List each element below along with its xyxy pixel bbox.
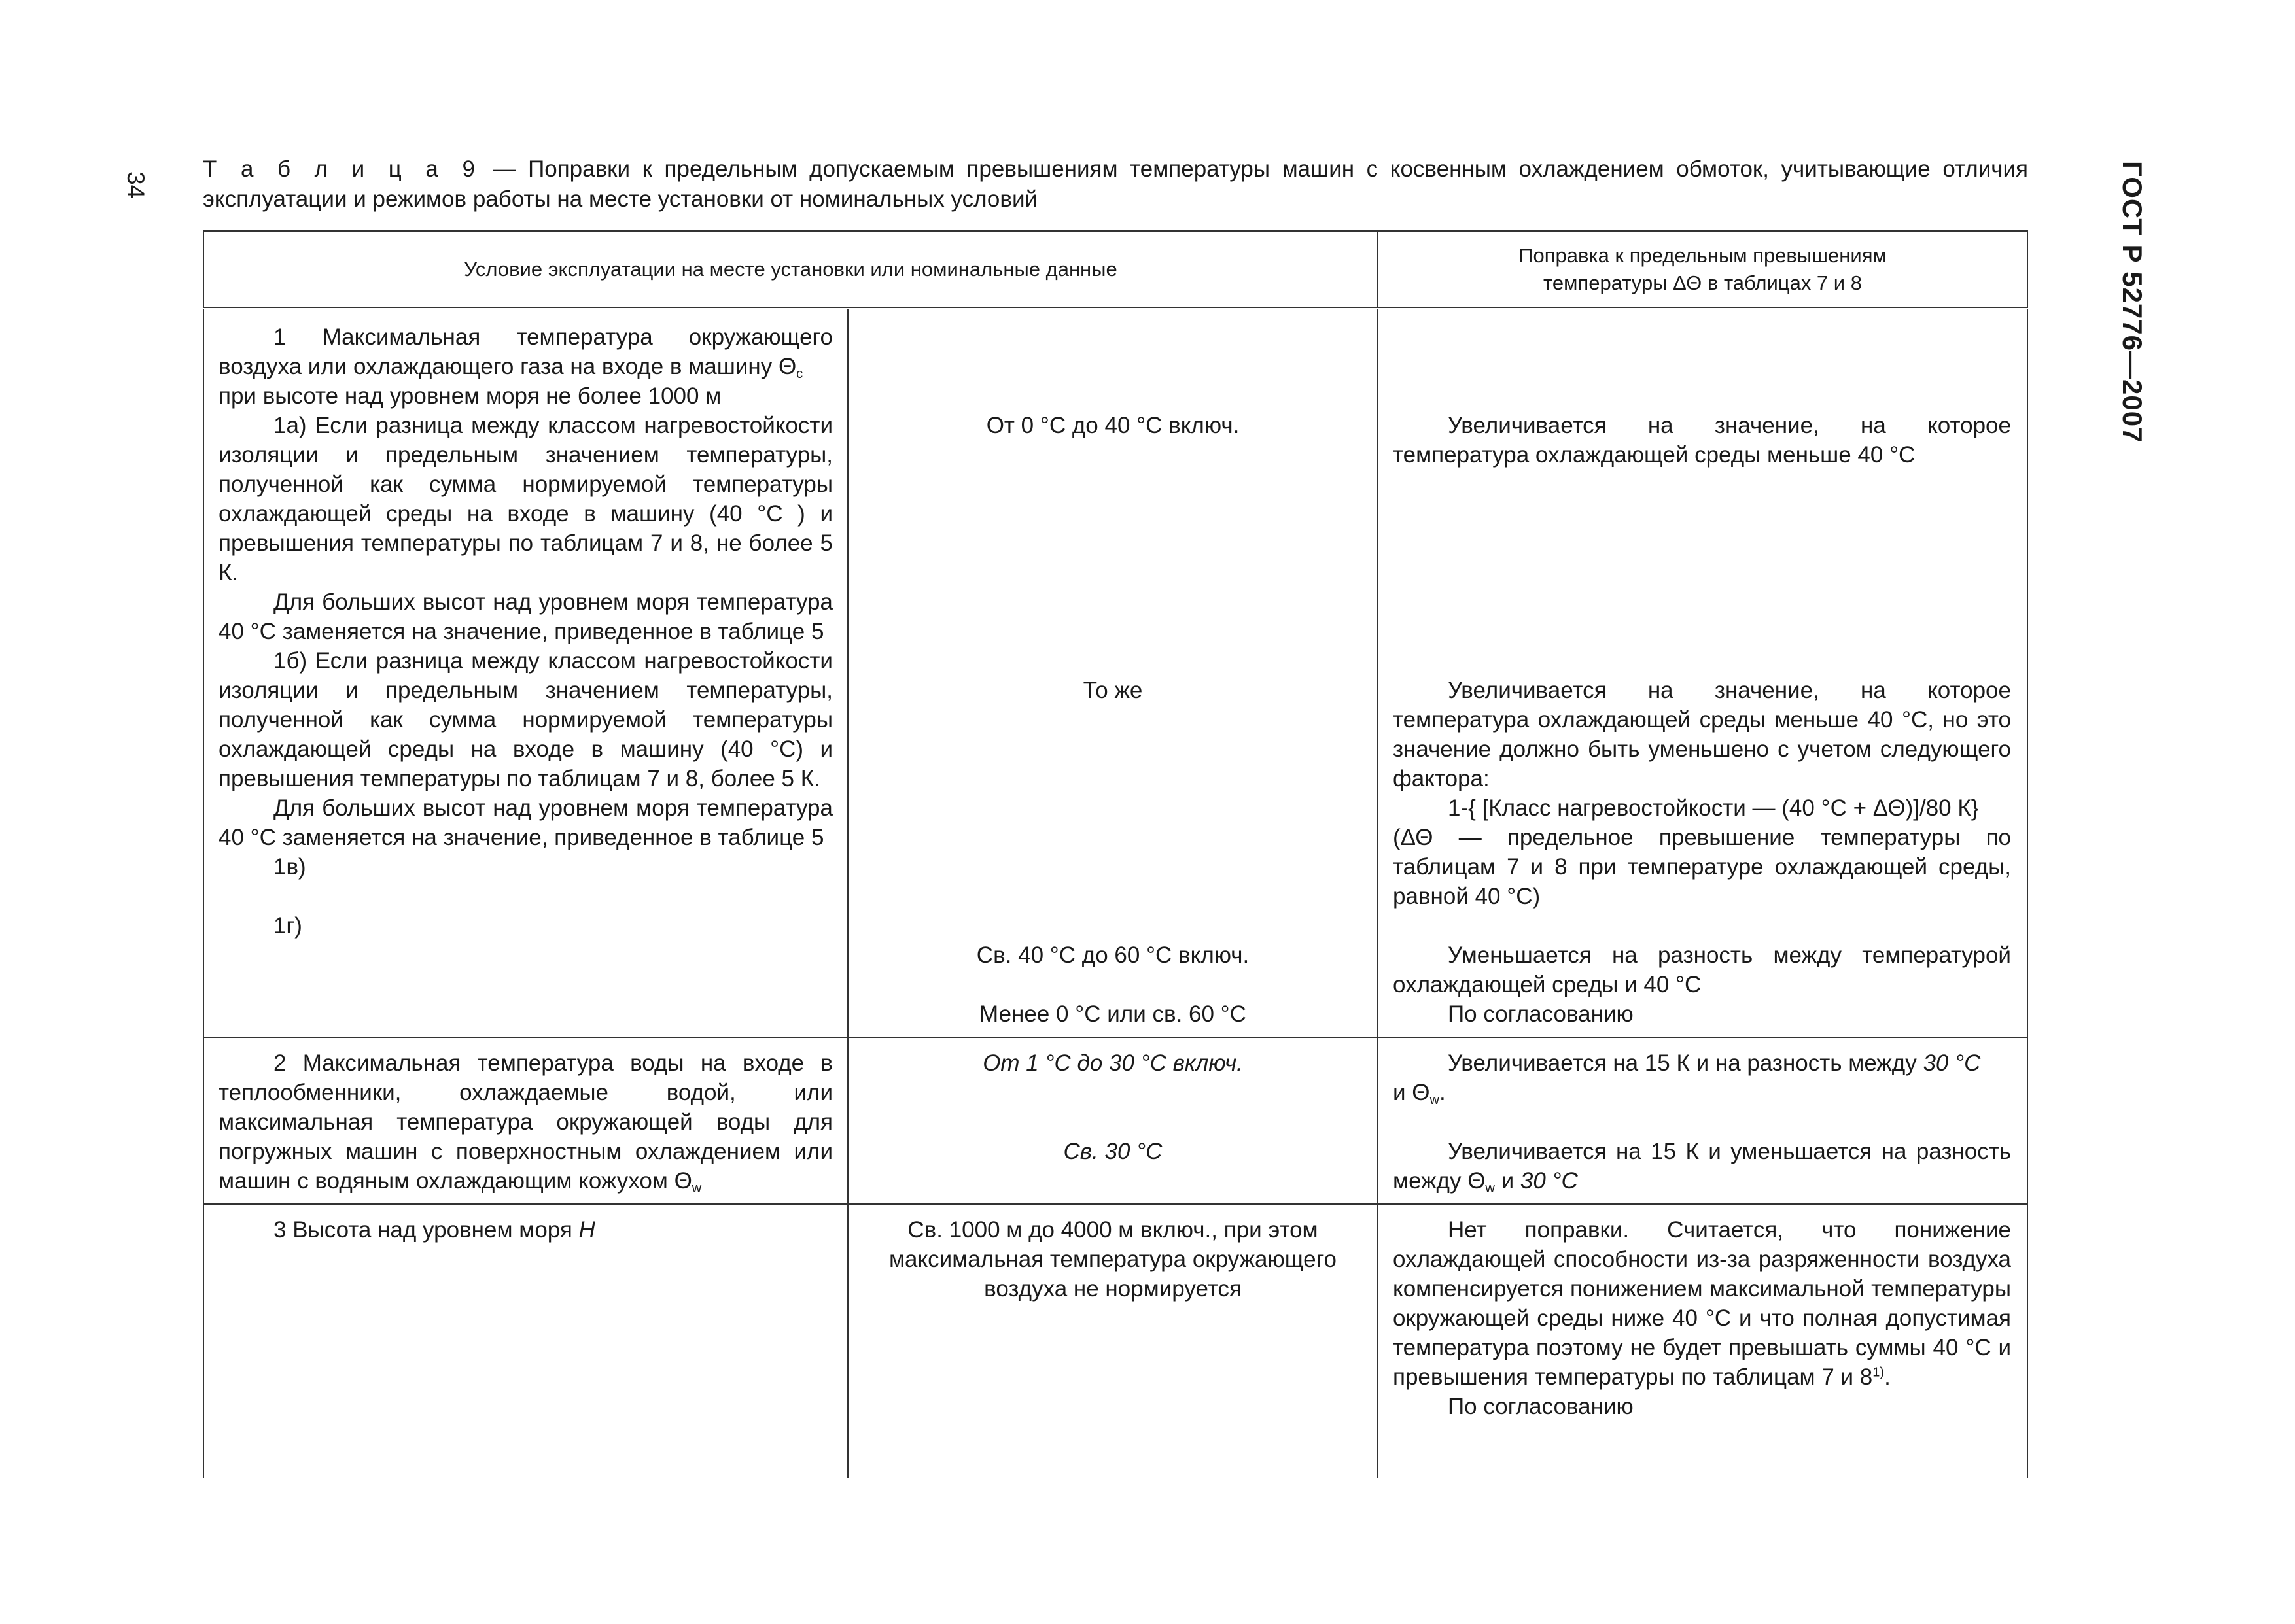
header-correction-text: Поправка к предельным превышениям температуры ΔΘ в таблицах 7 и 8	[1518, 244, 1887, 294]
row1-values	[848, 316, 1378, 1037]
row2-correction-b: Увеличивается на 15 К и уменьшается на разность между $\Theta_w$ и 30 °С	[1393, 1139, 2011, 1196]
header-separator-row	[203, 309, 2027, 317]
row3-value: Св. 1000 м до 4000 м включ., при этом максимальная температура окружающего воздуха не нормируется	[888, 1217, 1337, 1302]
header-condition: Условие эксплуатации на месте установки или номинальные данные	[203, 231, 1378, 309]
row3-correction-end: По согласованию	[1448, 1394, 1634, 1419]
row3-values	[848, 1204, 1378, 1478]
row1-para-1b: 1б) Если разница между классом нагревостойкости изоляции и предельным значением температуры, полученной как сумма нормируемой температуры охлаждающей среды на входе в машину (40 °С) и превышения температуры по таблицам 7 и 8, более 5 К.	[219, 648, 833, 791]
row2-values	[848, 1037, 1378, 1204]
row1-para-1: 1 Максимальная температура окружающего воздуха или охлаждающего газа на входе в машину $\Theta_c$	[219, 324, 833, 381]
row2-value-b: Св. 30 °С	[1063, 1139, 1163, 1164]
row2-condition-text: 2 Максимальная температура воды на входе в теплообменники, охлаждаемые водой, или максимальная температура окружающей воды для погружных машин с поверхностным охлаждением или машин с водяным охлаждающим кожухом Θ	[219, 1050, 833, 1194]
row1-corrections	[1378, 316, 2027, 1037]
row3-condition-text: 3 Высота над уровнем моря	[273, 1217, 579, 1243]
table-caption	[203, 154, 2028, 215]
row1-para-1a-altitude: Для больших высот над уровнем моря температура 40 °С заменяется на значение, приведенное в таблице 5	[219, 589, 833, 644]
row1-para-2: при высоте над уровнем моря не более 1000 м	[219, 383, 722, 409]
row1-correction-1a: Увеличивается на значение, на которое температура охлаждающей среды меньше 40 °С	[1393, 413, 2011, 468]
row1-value-1g: Менее 0 °С или св. 60 °С	[979, 1001, 1246, 1027]
row3-correction: Нет поправки. Считается, что понижение охлаждающей способности из-за разряженности воздуха компенсируется понижением максимальной температуры окружающей среды ниже 40 °С и что полная допустимая температура поэтому не будет превышать суммы 40 °С и превышения температуры по таблицам 7 и 8$^{1)}$.	[1393, 1217, 2011, 1390]
row1-para-1g: 1г)	[273, 913, 302, 939]
row1-para-1v: 1в)	[273, 854, 306, 880]
row1-para-1a: 1а) Если разница между классом нагревостойкости изоляции и предельным значением температуры, полученной как сумма нормируемой температуры охлаждающей среды на входе в машину (40 °С ) и превышения температуры по таблицам 7 и 8, не более 5 К.	[219, 413, 833, 585]
row2-correction-a: Увеличивается на 15 К и на разность между 30 °С	[1448, 1050, 1981, 1076]
row2-corrections: Увеличивается на 15 К и на разность между 30 °С и $\Theta_w$. Увеличивается на 15 К и уменьшается на разность между $\Theta_w$ и 30 °С	[1378, 1037, 2027, 1204]
header-correction	[1378, 231, 2027, 309]
row1-correction-formula: 1-{ [Класс нагревостойкости — (40 °С + ΔΘ)]/80 К}	[1448, 795, 1979, 821]
row1-value-1v: Св. 40 °С до 60 °С включ.	[976, 942, 1250, 968]
row1-correction-1v: Уменьшается на разность между температурой охлаждающей среды и 40 °С	[1393, 942, 2011, 997]
corrections-table	[203, 230, 2028, 1478]
row1-value-1b: То же	[1083, 678, 1143, 703]
row1-condition	[203, 316, 848, 1037]
row1-correction-1b: Увеличивается на значение, на которое температура охлаждающей среды меньше 40 °С, но это значение должно быть уменьшено с учетом следующего фактора:	[1393, 678, 2011, 791]
row3-symbol: H	[578, 1217, 595, 1243]
row1-value-1a: От 0 °С до 40 °С включ.	[986, 413, 1240, 438]
row1-correction-1g: По согласованию	[1448, 1001, 1634, 1027]
row1-para-1b-altitude: Для больших высот над уровнем моря температура 40 °С заменяется на значение, приведенное в таблице 5	[219, 795, 833, 850]
table-header-row	[203, 231, 2027, 309]
row2-condition: 2 Максимальная температура воды на входе в теплообменники, охлаждаемые водой, или максимальная температура окружающей воды для погружных машин с поверхностным охлаждением или машин с водяным охлаждающим кожухом $\Theta_w$	[203, 1037, 848, 1204]
table-row-2	[203, 1037, 2027, 1204]
row1-correction-note: (ΔΘ — предельное превышение температуры по таблицам 7 и 8 при температуре охлаждающей среды, равной 40 °С)	[1393, 825, 2011, 909]
row3-corrections	[1378, 1204, 2027, 1478]
row2-value-a: От 1 °С до 30 °С включ.	[983, 1050, 1243, 1076]
table-row-3	[203, 1204, 2027, 1478]
caption-text: — Поправки к предельным допускаемым превышениям температуры машин с косвенным охлаждением обмоток, учитывающие отличия эксплуатации и режимов работы на месте установки от номинальных условий	[203, 156, 2028, 212]
page-number: 34	[122, 171, 149, 199]
standard-id: ГОСТ Р 52776—2007	[2117, 161, 2148, 443]
caption-label: Т а б л и ц а 9	[203, 156, 481, 182]
table-row-1	[203, 316, 2027, 1037]
row3-condition	[203, 1204, 848, 1478]
